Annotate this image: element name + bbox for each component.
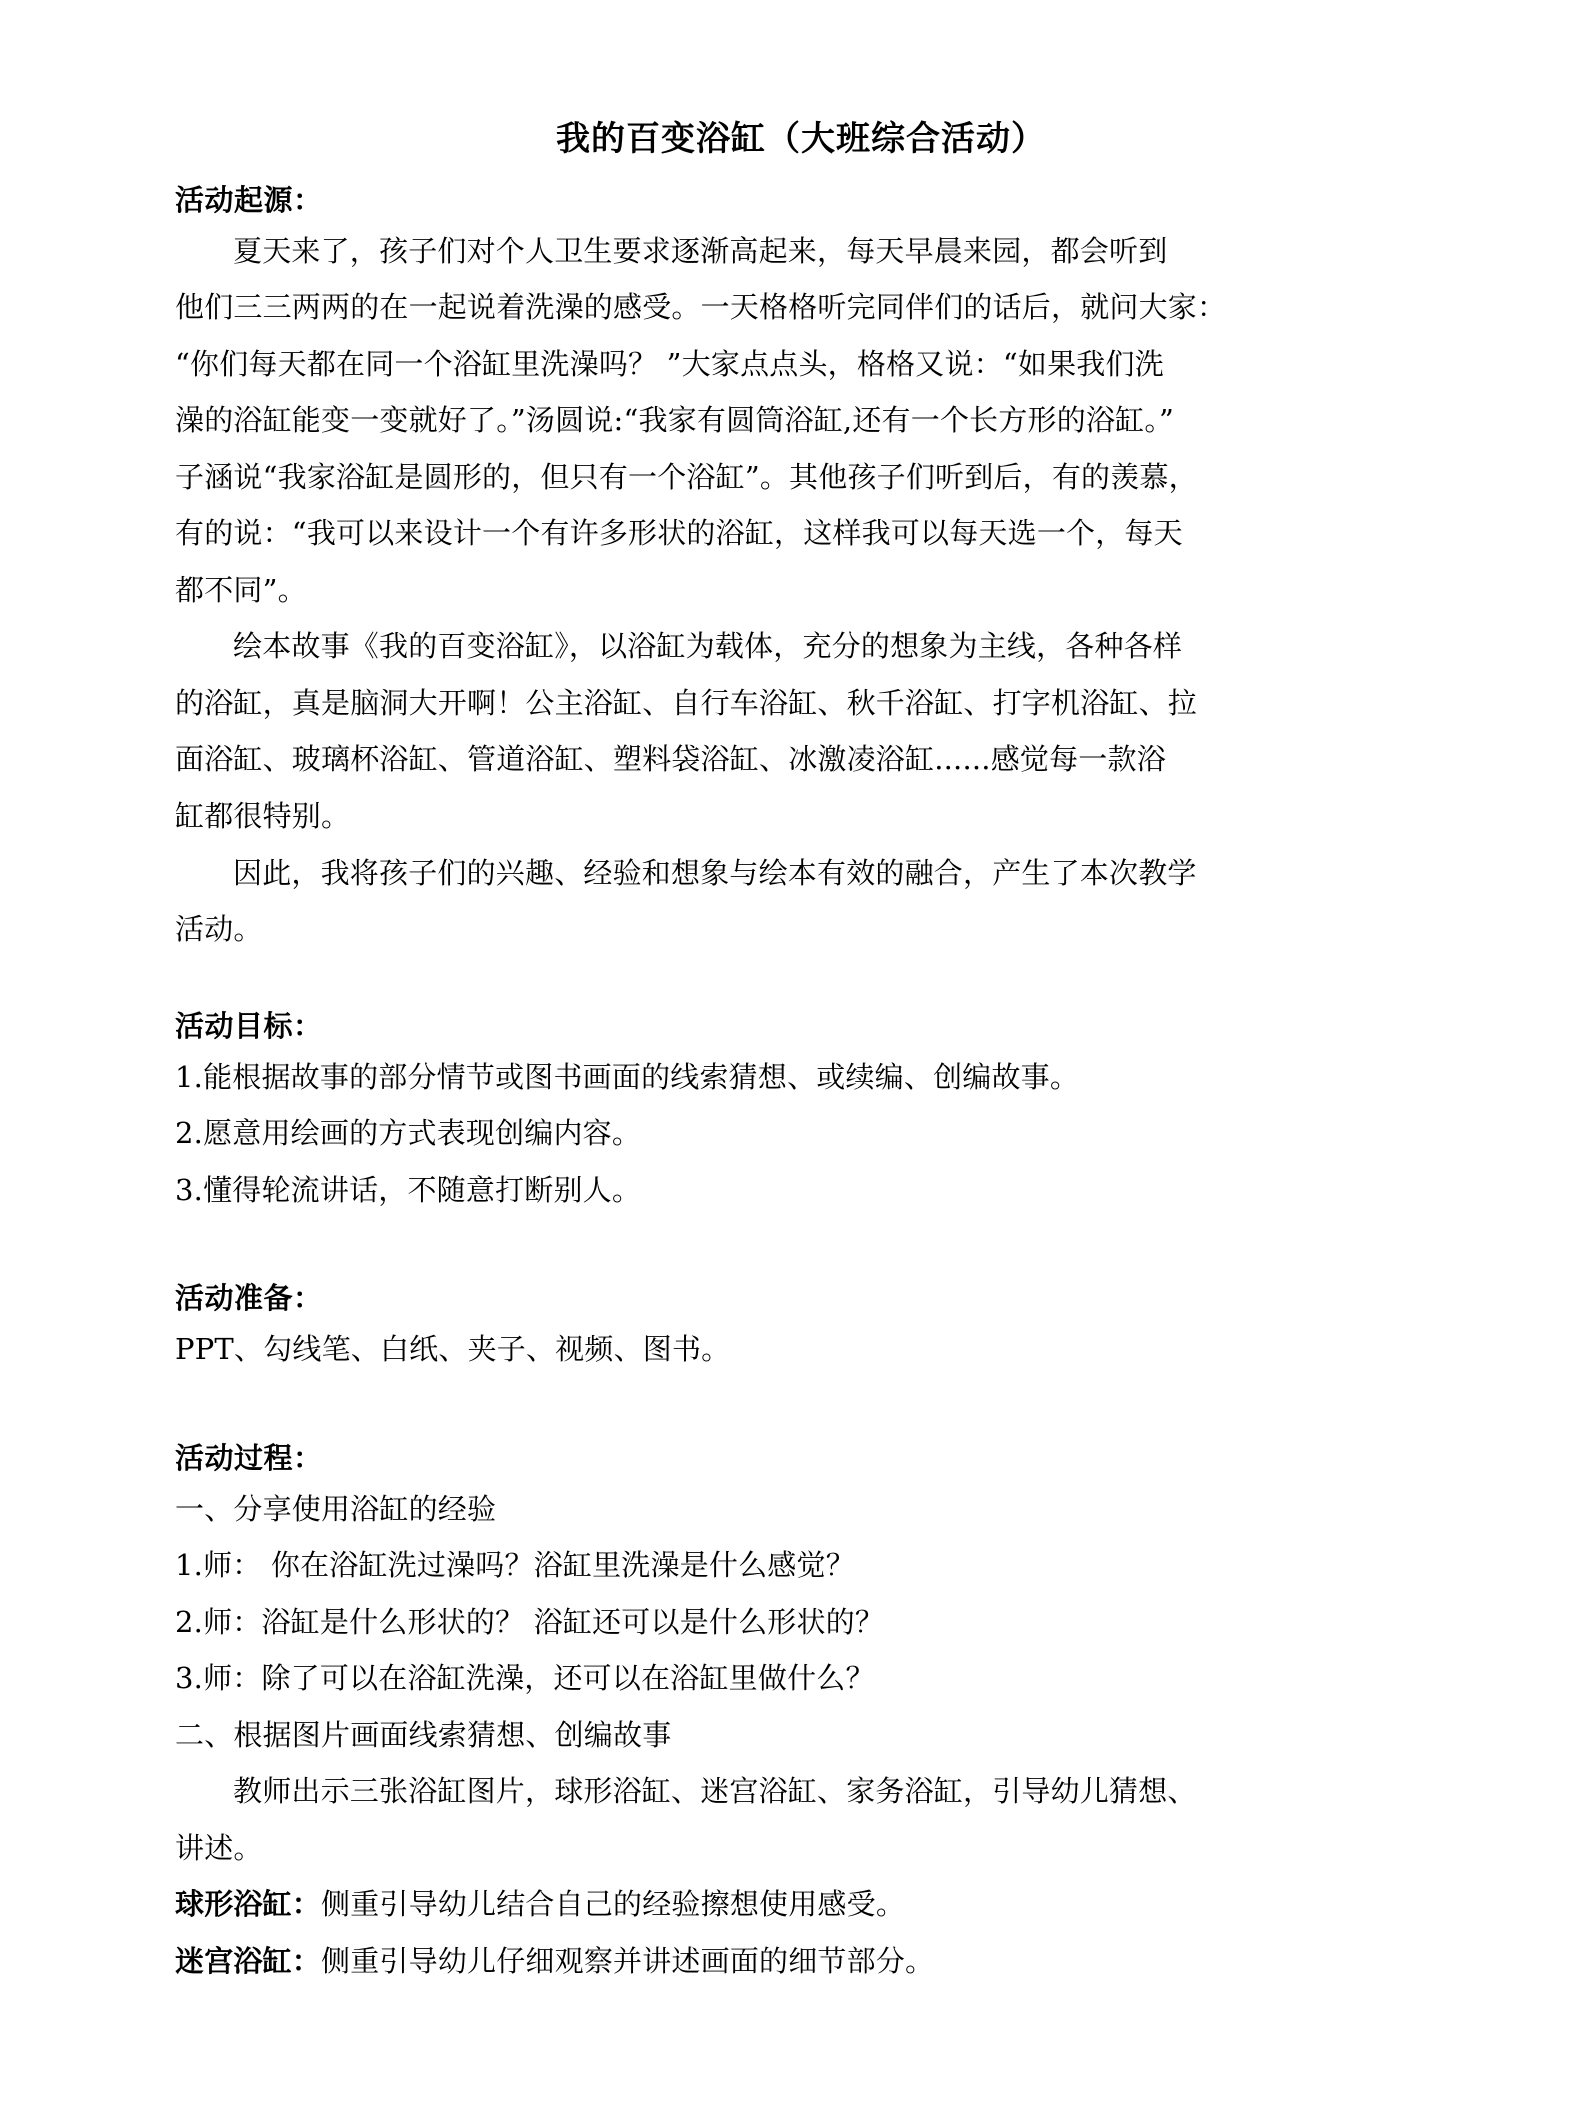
- origin-p3-line-1: 因此，我将孩子们的兴趣、经验和想象与绘本有效的融合，产生了本次教学: [233, 855, 1197, 890]
- origin-p2-line-1: 绘本故事《我的百变浴缸》，以浴缸为载体，充分的想象为主线，各种各样: [233, 629, 1183, 664]
- spacer-after-objectives: [175, 1218, 1427, 1276]
- process-step-two-title: 二、根据图片画面线索猜想、创编故事: [175, 1717, 672, 1752]
- heading-activity-process: 活动过程：: [175, 1440, 323, 1475]
- origin-p1-line-5: 子涵说“我家浴缸是圆形的，但只有一个浴缸”。其他孩子们听到后，有的羡慕，: [175, 459, 1198, 494]
- origin-p1-line-3: “你们每天都在同一个浴缸里洗澡吗？ ”大家点点头，格格又说：“如果我们洗: [175, 346, 1164, 381]
- process-step-one-item-1: 1.师： 你在浴缸洗过澡吗？浴缸里洗澡是什么感觉？: [175, 1548, 855, 1583]
- objective-item-3: 3.懂得轮流讲话，不随意打断别人。: [175, 1172, 642, 1207]
- text-spherical-bathtub: 侧重引导幼儿结合自己的经验擦想使用感受。: [321, 1887, 906, 1922]
- origin-p1-line-6: 有的说：“我可以来设计一个有许多形状的浴缸，这样我可以每天选一个，每天: [175, 516, 1183, 551]
- text-maze-bathtub: 侧重引导幼儿仔细观察并讲述画面的细节部分。: [321, 1944, 935, 1979]
- objective-item-2: 2.愿意用绘画的方式表现创编内容。: [175, 1116, 642, 1151]
- preparation-item-1: PPT、勾线笔、白纸、夹子、视频、图书。: [175, 1332, 731, 1367]
- section-activity-process: [175, 1436, 1427, 1990]
- labeled-item-spherical-bathtub: [175, 1876, 1427, 1933]
- origin-p2-line-3: 面浴缸、玻璃杯浴缸、管道浴缸、塑料袋浴缸、冰激凌浴缸......感觉每一款浴: [175, 742, 1166, 777]
- section-activity-preparation: [175, 1276, 1427, 1377]
- process-step-one-item-3: 3.师：除了可以在浴缸洗澡，还可以在浴缸里做什么？: [175, 1661, 875, 1696]
- process-step-two-intro-line-1: 教师出示三张浴缸图片，球形浴缸、迷宫浴缸、家务浴缸，引导幼儿猜想、: [233, 1774, 1197, 1809]
- process-step-two-intro-line-2: 讲述。: [175, 1830, 263, 1865]
- labeled-item-maze-bathtub: [175, 1933, 1427, 1990]
- label-maze-bathtub: 迷宫浴缸：: [175, 1944, 322, 1979]
- origin-p1-line-7: 都不同”。: [175, 572, 307, 607]
- heading-activity-origin: 活动起源：: [175, 182, 323, 217]
- page-title: 我的百变浴缸（大班综合活动）: [556, 119, 1046, 159]
- section-activity-objectives: [175, 1004, 1427, 1219]
- origin-p2-line-4: 缸都很特别。: [175, 799, 351, 833]
- origin-p1-line-2: 他们三三两两的在一起说着洗澡的感受。一天格格听完同伴们的话后，就问大家：: [175, 290, 1227, 325]
- origin-p3-line-2: 活动。: [175, 912, 263, 947]
- spacer-after-origin: [175, 958, 1427, 1004]
- heading-activity-objectives: 活动目标：: [175, 1008, 323, 1043]
- objective-item-1: 1.能根据故事的部分情节或图书画面的线索猜想、或续编、创编故事。: [175, 1059, 1080, 1094]
- origin-p1-line-1: 夏天来了，孩子们对个人卫生要求逐渐高起来，每天早晨来园，都会听到: [233, 233, 1168, 268]
- heading-activity-preparation: 活动准备：: [175, 1281, 323, 1316]
- section-activity-origin: [175, 178, 1427, 958]
- origin-p2-line-2: 的浴缸，真是脑洞大开啊！公主浴缸、自行车浴缸、秋千浴缸、打字机浴缸、拉: [175, 685, 1198, 720]
- process-step-one-title: 一、分享使用浴缸的经验: [175, 1491, 497, 1526]
- process-step-one-item-2: 2.师：浴缸是什么形状的？ 浴缸还可以是什么形状的？: [175, 1604, 885, 1639]
- spacer-after-preparation: [175, 1378, 1427, 1436]
- label-spherical-bathtub: 球形浴缸：: [175, 1887, 322, 1922]
- origin-p1-line-4: 澡的浴缸能变一变就好了。”汤圆说:“我家有圆筒浴缸,还有一个长方形的浴缸。”: [175, 403, 1175, 438]
